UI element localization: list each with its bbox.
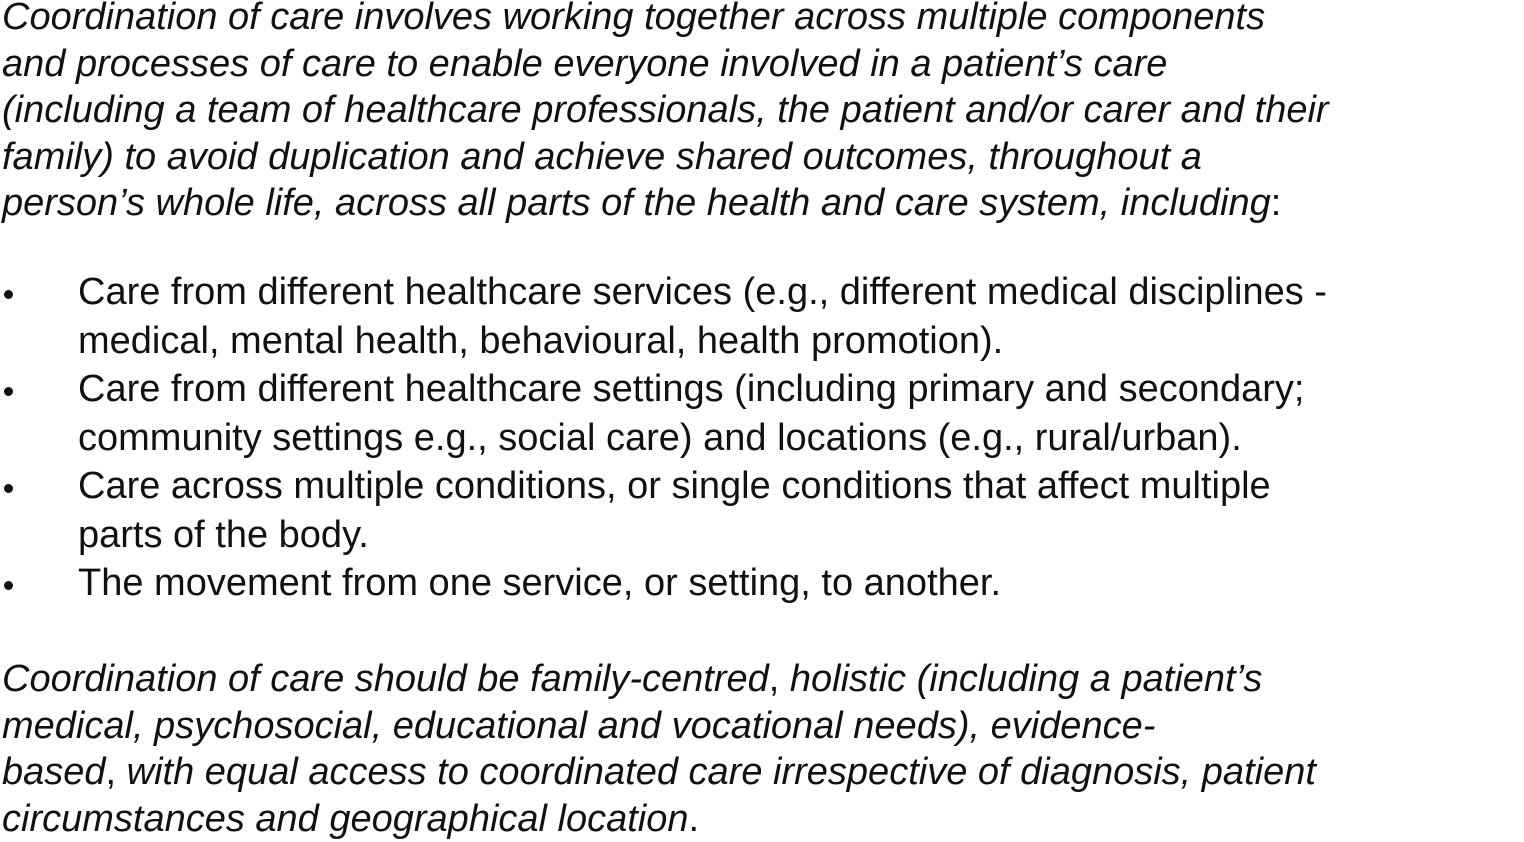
outro-line-1-italic: Coordination of care should be family-centred <box>2 658 769 700</box>
list-item <box>0 559 1524 608</box>
outro-line-3-italic: based <box>2 751 106 793</box>
bullet-icon <box>4 290 13 299</box>
list-item <box>0 365 1524 462</box>
outro-line-1-rest: holistic (including a patient’s <box>779 658 1263 700</box>
list-item-line: Care from different healthcare settings (including primary and secondary; <box>78 368 1305 410</box>
list-item <box>0 462 1524 559</box>
list-item-line: The movement from one service, or setting, to another. <box>78 562 1002 604</box>
outro-paragraph <box>2 656 1524 842</box>
list-item-line: Care across multiple conditions, or single conditions that affect multiple <box>78 465 1271 507</box>
list-item-line: parts of the body. <box>78 513 369 556</box>
list-item-line: medical, mental health, behavioural, health promotion). <box>78 319 1004 362</box>
intro-line-4: family) to avoid duplication and achieve shared outcomes, throughout a <box>2 135 1202 178</box>
list-item <box>0 268 1524 365</box>
outro-line-1-comma: , <box>768 658 780 700</box>
outro-line-3-rest: with equal access to coordinated care irrespective of diagnosis, patient <box>116 751 1316 793</box>
outro-line-2: medical, psychosocial, educational and vocational needs), evidence- <box>2 704 1156 747</box>
intro-line-5: person’s whole life, across all parts of the health and care system, including <box>2 182 1271 224</box>
intro-line-1: Coordination of care involves working together across multiple components <box>2 0 1266 38</box>
list-item-line: community settings e.g., social care) and locations (e.g., rural/urban). <box>78 416 1242 459</box>
intro-colon: : <box>1270 182 1282 224</box>
outro-line-4-italic: circumstances and geographical location <box>2 797 689 840</box>
intro-paragraph <box>2 0 1524 227</box>
bullet-icon <box>4 387 13 396</box>
list-item-line: Care from different healthcare services (e.g., different medical disciplines - <box>78 271 1327 313</box>
outro-line-3-comma: , <box>105 751 117 793</box>
intro-line-3: (including a team of healthcare professionals, the patient and/or carer and their <box>2 89 1329 131</box>
bullet-icon <box>4 581 13 590</box>
intro-line-2: and processes of care to enable everyone involved in a patient’s care <box>2 42 1168 85</box>
bullet-icon <box>4 484 13 493</box>
care-types-list <box>0 268 1524 608</box>
outro-line-4-period: . <box>688 797 700 840</box>
